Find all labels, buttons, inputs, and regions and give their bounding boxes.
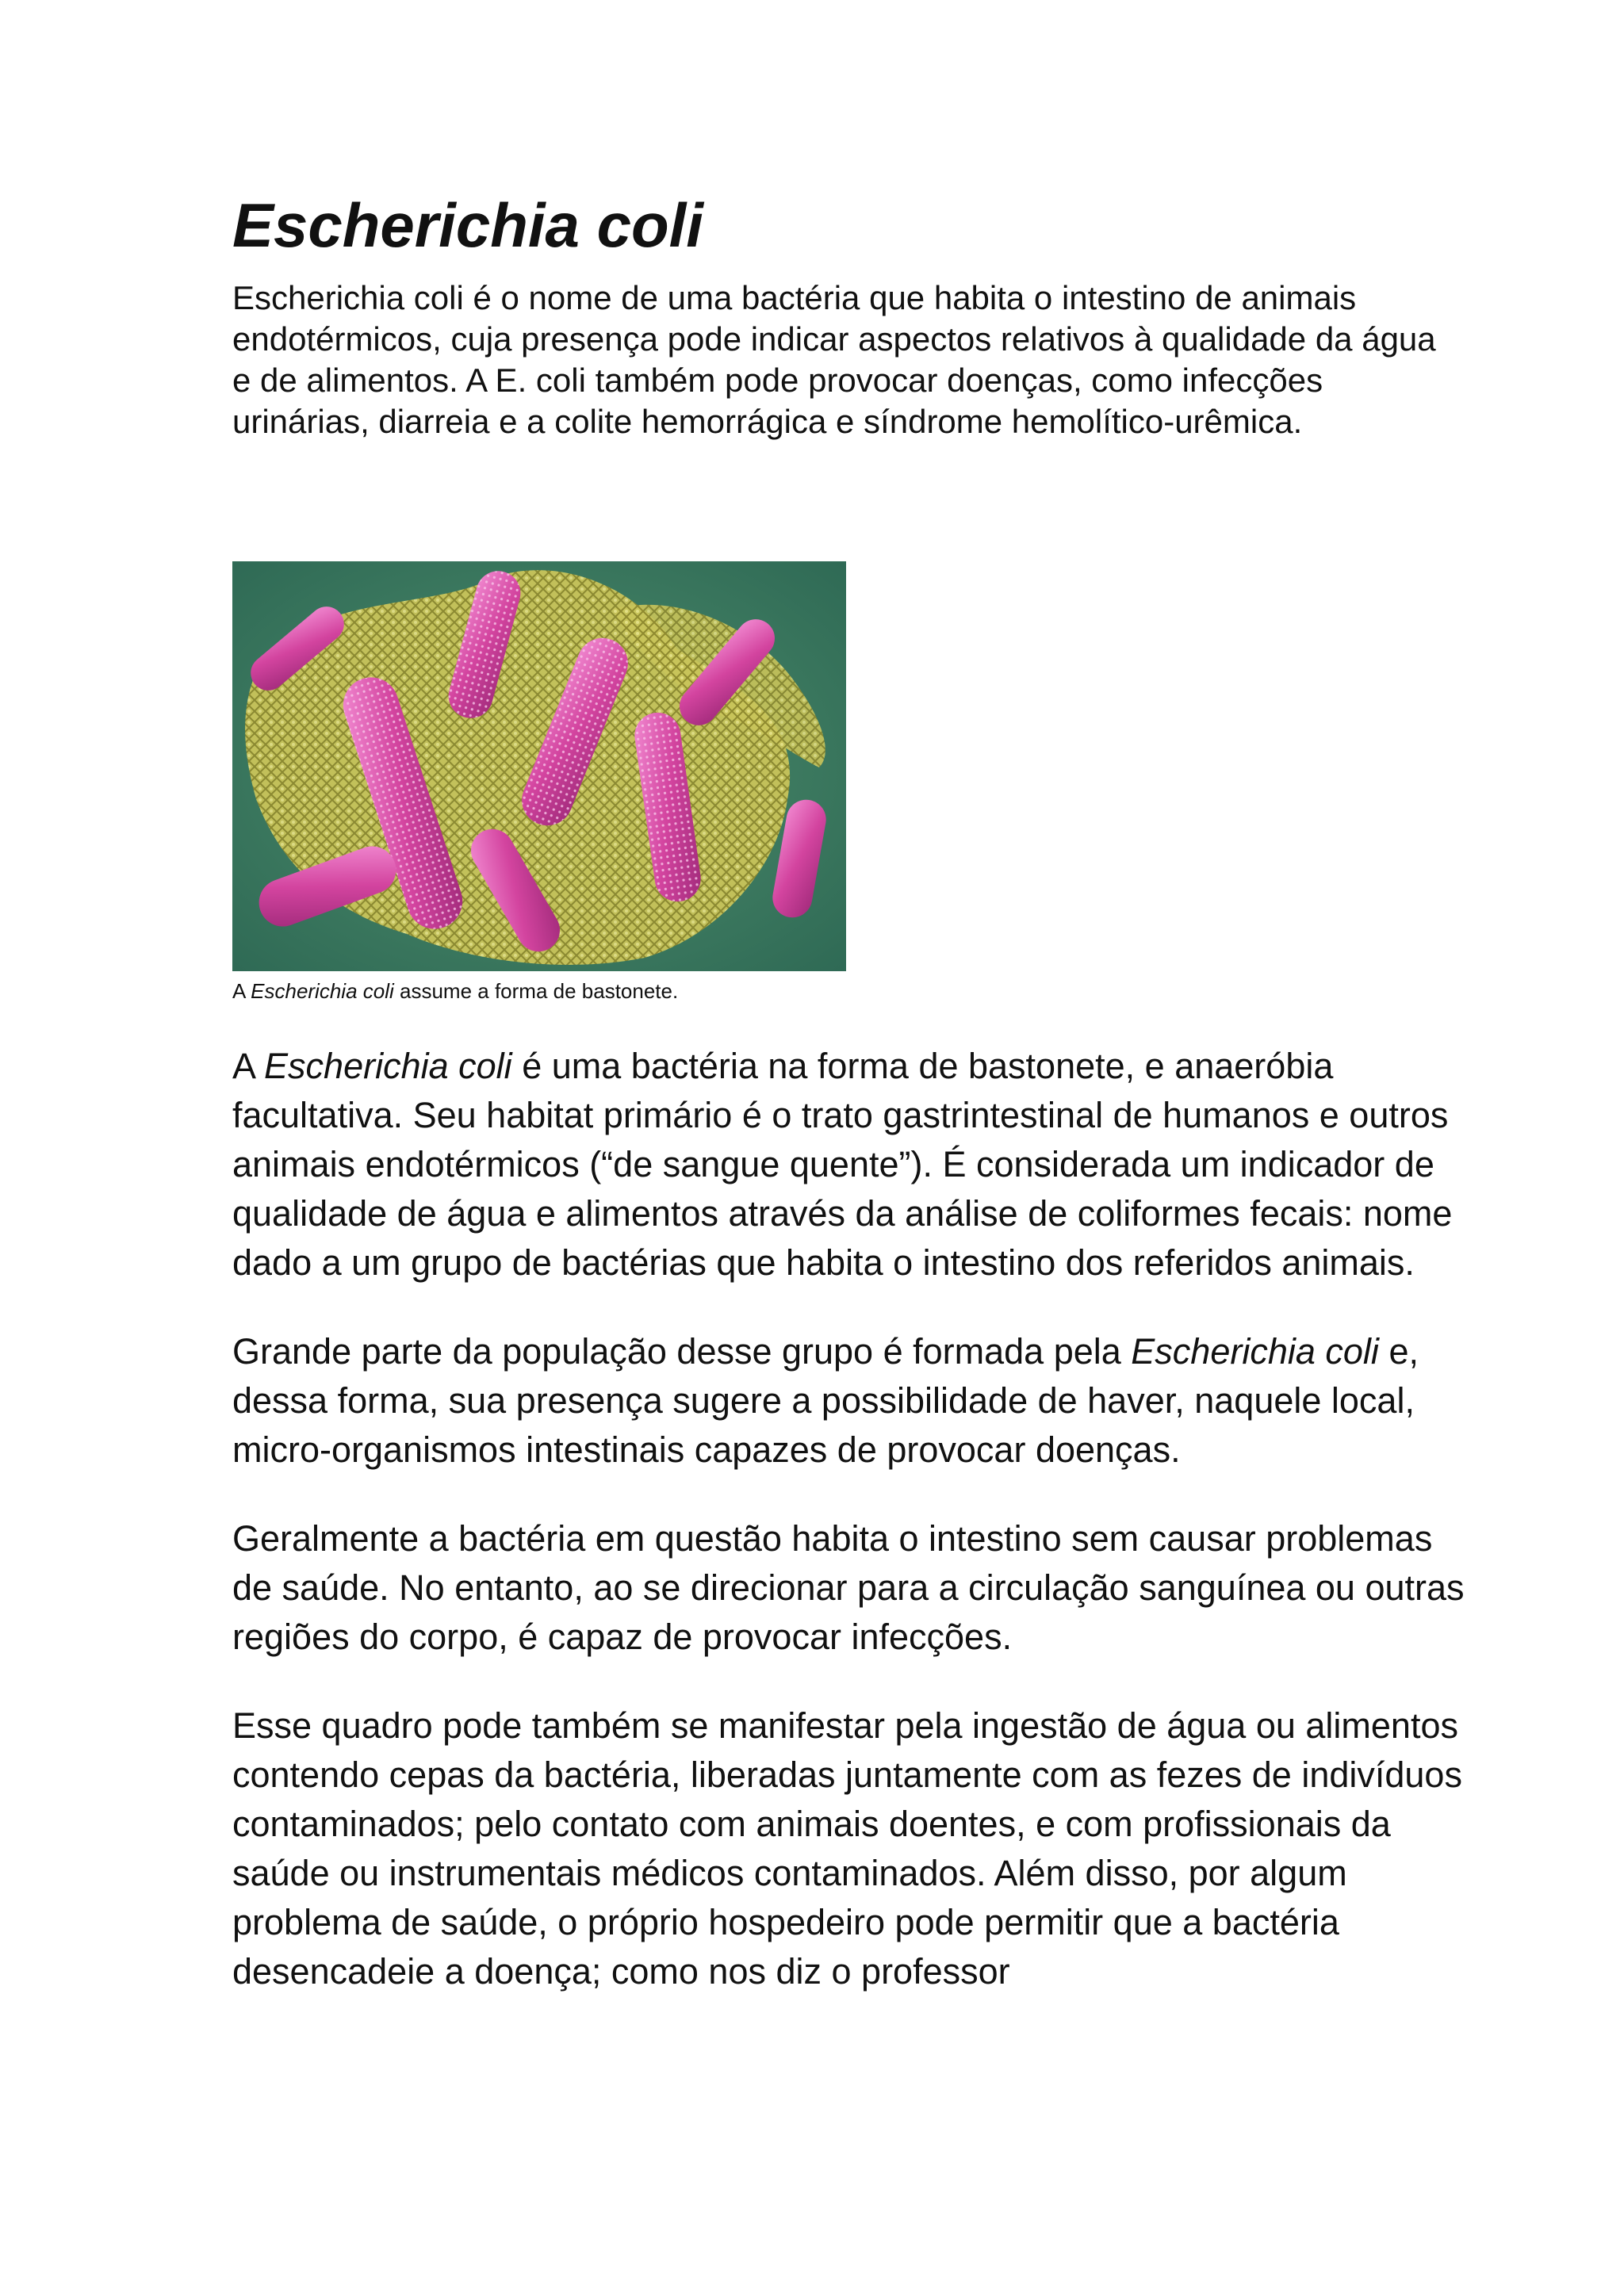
paragraph-1: A Escherichia coli é uma bactéria na forma de bastonete, e anaeróbia facultativa. Seu habitat primário é o trato gastrintestinal de humanos e outros animais endotérmicos (“de sangue quente”). É considerada um indicador de qualidade de água e alimentos através da análise de coliformes fecais: nome dado a um grupo de bactérias que habita o intestino dos referidos animais. [232,1046,1453,1283]
article-body [232,1042,1469,2036]
page-title: Escherichia coli [232,190,703,260]
paragraph-2: Grande parte da população desse grupo é formada pela Escherichia coli e, dessa forma, sua presença sugere a possibilidade de haver, naquele local, micro-organismos intestinais capazes de provocar doenças. [232,1331,1419,1470]
bacteria-micrograph-image [232,561,846,971]
paragraph-3: Geralmente a bactéria em questão habita o intestino sem causar problemas de saúde. No entanto, ao se direcionar para a circulação sanguínea ou outras regiões do corpo, é capaz de provocar infecções. [232,1518,1465,1657]
figure [232,561,846,1004]
figure-caption: A Escherichia coli assume a forma de bastonete. [232,979,679,1003]
paragraph-4: Esse quadro pode também se manifestar pela ingestão de água ou alimentos contendo cepas da bactéria, liberadas juntamente com as fezes de indivíduos contaminados; pelo contato com animais doentes, e com profissionais da saúde ou instrumentais médicos contaminados. Além disso, por algum problema de saúde, o próprio hospedeiro pode permitir que a bactéria desencadeie a doença; como nos diz o professor [232,1705,1462,1992]
lead-paragraph: Escherichia coli é o nome de uma bactéria que habita o intestino de animais endotérmicos, cuja presença pode indicar aspectos relativos à qualidade da água e de alimentos. A E. coli também pode provocar doenças, como infecções urinárias, diarreia e a colite hemorrágica e síndrome hemolítico-urêmica. [232,278,1436,440]
document-page [232,189,1469,1992]
